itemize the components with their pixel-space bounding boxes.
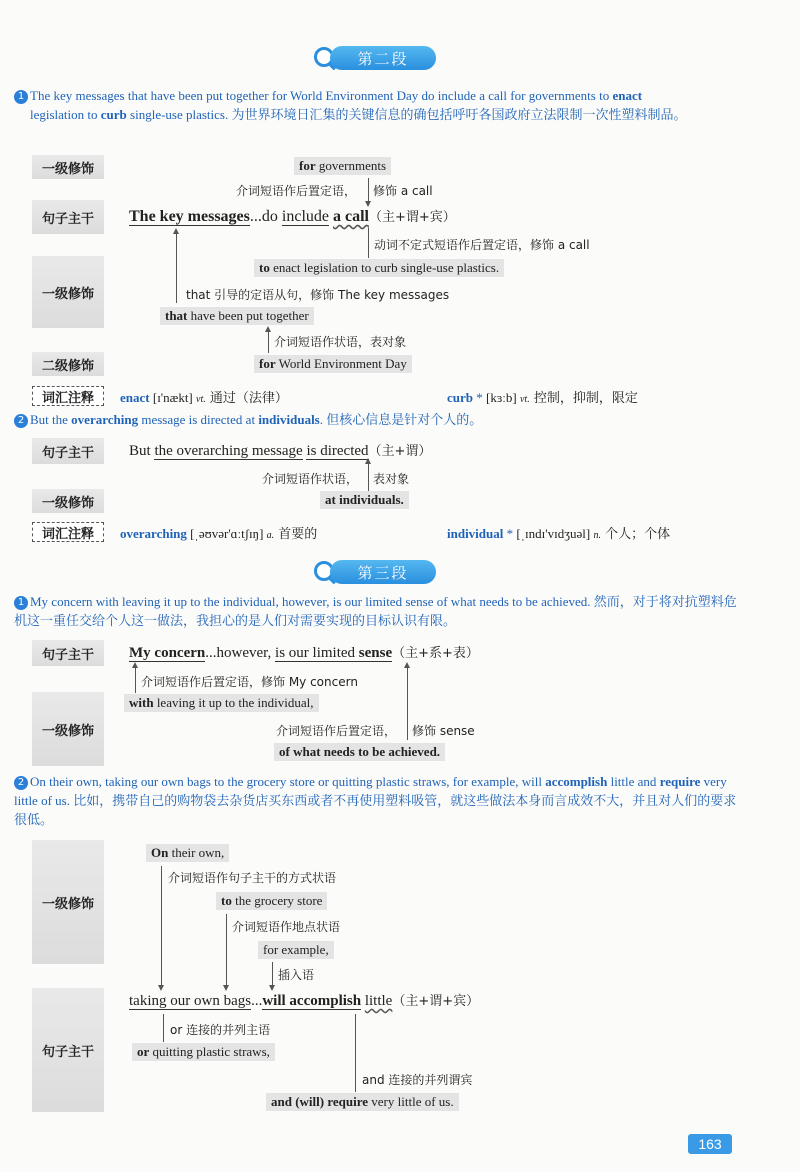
label-sentence-core: 句子主干 bbox=[32, 438, 104, 464]
annotation-modifies-sense: 修饰 sense bbox=[412, 724, 475, 738]
phrase-of-what: of what needs to be achieved. bbox=[274, 743, 445, 761]
sentence-number: 2 bbox=[14, 414, 28, 428]
vocab-individual: individual * [ˌɪndɪ'vɪdʒuəl] n. 个人；个体 bbox=[447, 526, 671, 542]
annotation-of-phrase: 介词短语作后置定语， bbox=[276, 724, 397, 738]
annotation-manner-adverbial: 介词短语作句子主干的方式状语 bbox=[168, 871, 337, 885]
annotation-with-phrase: 介词短语作后置定语，修饰 My concern bbox=[141, 675, 358, 689]
vocab-enact: enact [ɪ'nækt] vt. 通过（法律） bbox=[120, 390, 288, 406]
annotation-infinitive: 动词不定式短语作后置定语，修饰 a call bbox=[374, 238, 590, 252]
sentence-4-text: 2 On their own, taking our own bags to the grocery store or quitting plastic straws, for example, will accomplish little and require very little of us. 比如，携带自己的购物袋去杂货店买东西或者不再使用塑料吸管，就这些做法本身而言成效不大，并且对人们的要求很低。 bbox=[14, 774, 737, 827]
connector-line bbox=[163, 1014, 164, 1042]
arrow-down bbox=[161, 866, 162, 986]
label-sentence-core: 句子主干 bbox=[32, 640, 104, 666]
arrow-up bbox=[407, 667, 408, 740]
label-first-modifier: 一级修饰 bbox=[32, 489, 104, 513]
arrow-down bbox=[272, 962, 273, 986]
phrase-and-require: and (will) require very little of us. bbox=[266, 1093, 459, 1111]
annotation-modifies-a-call: 修饰 a call bbox=[373, 184, 433, 198]
phrase-or-quitting: or quitting plastic straws, bbox=[132, 1043, 275, 1061]
arrow-up bbox=[368, 463, 369, 491]
phrase-for-example: for example, bbox=[258, 941, 334, 959]
arrow-up bbox=[268, 331, 269, 353]
phrase-with-leaving: with leaving it up to the individual, bbox=[124, 694, 319, 712]
label-sentence-core: 句子主干 bbox=[32, 988, 104, 1112]
sentence-number: 1 bbox=[14, 90, 28, 104]
label-first-modifier: 一级修饰 bbox=[32, 256, 104, 328]
label-second-modifier: 二级修饰 bbox=[32, 352, 104, 376]
phrase-to-enact: to enact legislation to curb single-use plastics. bbox=[254, 259, 504, 277]
phrase-for-world-environment-day: for World Environment Day bbox=[254, 355, 412, 373]
phrase-to-grocery-store: to the grocery store bbox=[216, 892, 327, 910]
vocab-label: 词汇注释 bbox=[32, 522, 104, 542]
annotation-at-individuals: 介词短语作状语， bbox=[262, 472, 359, 486]
arrow-up bbox=[135, 667, 136, 693]
section-2-title: 第二段 bbox=[357, 49, 409, 68]
label-first-modifier: 一级修饰 bbox=[32, 692, 104, 766]
annotation-parenthesis: 插入语 bbox=[278, 968, 315, 982]
vocab-overarching: overarching [ˌəʊvər'ɑːtʃɪŋ] a. 首要的 bbox=[120, 526, 318, 542]
annotation-place-adverbial: 介词短语作地点状语 bbox=[232, 920, 341, 934]
core-sentence-3: My concern...however, is our limited sense（主+系+表） bbox=[129, 645, 479, 661]
arrow-down bbox=[226, 914, 227, 986]
core-sentence-4: taking our own bags...will accomplish little（主+谓+宾） bbox=[129, 993, 480, 1009]
annotation-that-clause: that 引导的定语从句，修饰 The key messages bbox=[186, 288, 450, 302]
label-first-modifier: 一级修饰 bbox=[32, 155, 104, 179]
phrase-for-governments: for governments bbox=[294, 157, 391, 175]
section-2-banner bbox=[330, 46, 436, 70]
arrow-down bbox=[368, 178, 369, 202]
core-sentence-1: The key messages...do include a call（主+谓+宾） bbox=[129, 208, 456, 225]
vocab-label: 词汇注释 bbox=[32, 386, 104, 406]
sentence-number: 1 bbox=[14, 596, 28, 610]
annotation-or-subject: or 连接的并列主语 bbox=[170, 1023, 271, 1037]
sentence-3-text: 1 My concern with leaving it up to the individual, however, is our limited sense of what needs to be achieved. 然而，对于将对抗塑料危机这一重任交给个人这一做法，我担心的是人们对需要实现的目标认识有限。 bbox=[14, 594, 737, 628]
label-sentence-core: 句子主干 bbox=[32, 200, 104, 234]
sentence-1-text: 1 The key messages that have been put together for World Environment Day do include a call for governments to enact legislation to curb single-use plastics. 为世界环境日汇集的关键信息的确包括呼吁各国政府立法限制一次性塑料制品。 bbox=[14, 86, 739, 124]
phrase-on-their-own: On their own, bbox=[146, 844, 229, 862]
sentence-2-text: 2 But the overarching message is directed at individuals. 但核心信息是针对个人的。 bbox=[14, 410, 739, 429]
section-3-banner bbox=[330, 560, 436, 584]
annotation-object: 表对象 bbox=[373, 472, 410, 486]
page-number: 163 bbox=[688, 1134, 732, 1154]
sentence-number: 2 bbox=[14, 776, 28, 790]
annotation-for-governments: 介词短语作后置定语， bbox=[236, 184, 357, 198]
connector-line bbox=[355, 1014, 356, 1092]
annotation-prep-object: 介词短语作状语，表对象 bbox=[274, 335, 407, 349]
section-3-title: 第三段 bbox=[357, 563, 409, 582]
vocab-curb: curb * [kɜːb] vt. 控制，抑制，限定 bbox=[447, 390, 638, 406]
connector-line bbox=[368, 228, 369, 258]
core-sentence-2: But the overarching message is directed（主+谓） bbox=[129, 443, 432, 459]
phrase-that-clause: that have been put together bbox=[160, 307, 314, 325]
annotation-and-predicate: and 连接的并列谓宾 bbox=[362, 1073, 473, 1087]
phrase-at-individuals: at individuals. bbox=[320, 491, 409, 509]
label-first-modifier: 一级修饰 bbox=[32, 840, 104, 964]
arrow-up bbox=[176, 233, 177, 303]
